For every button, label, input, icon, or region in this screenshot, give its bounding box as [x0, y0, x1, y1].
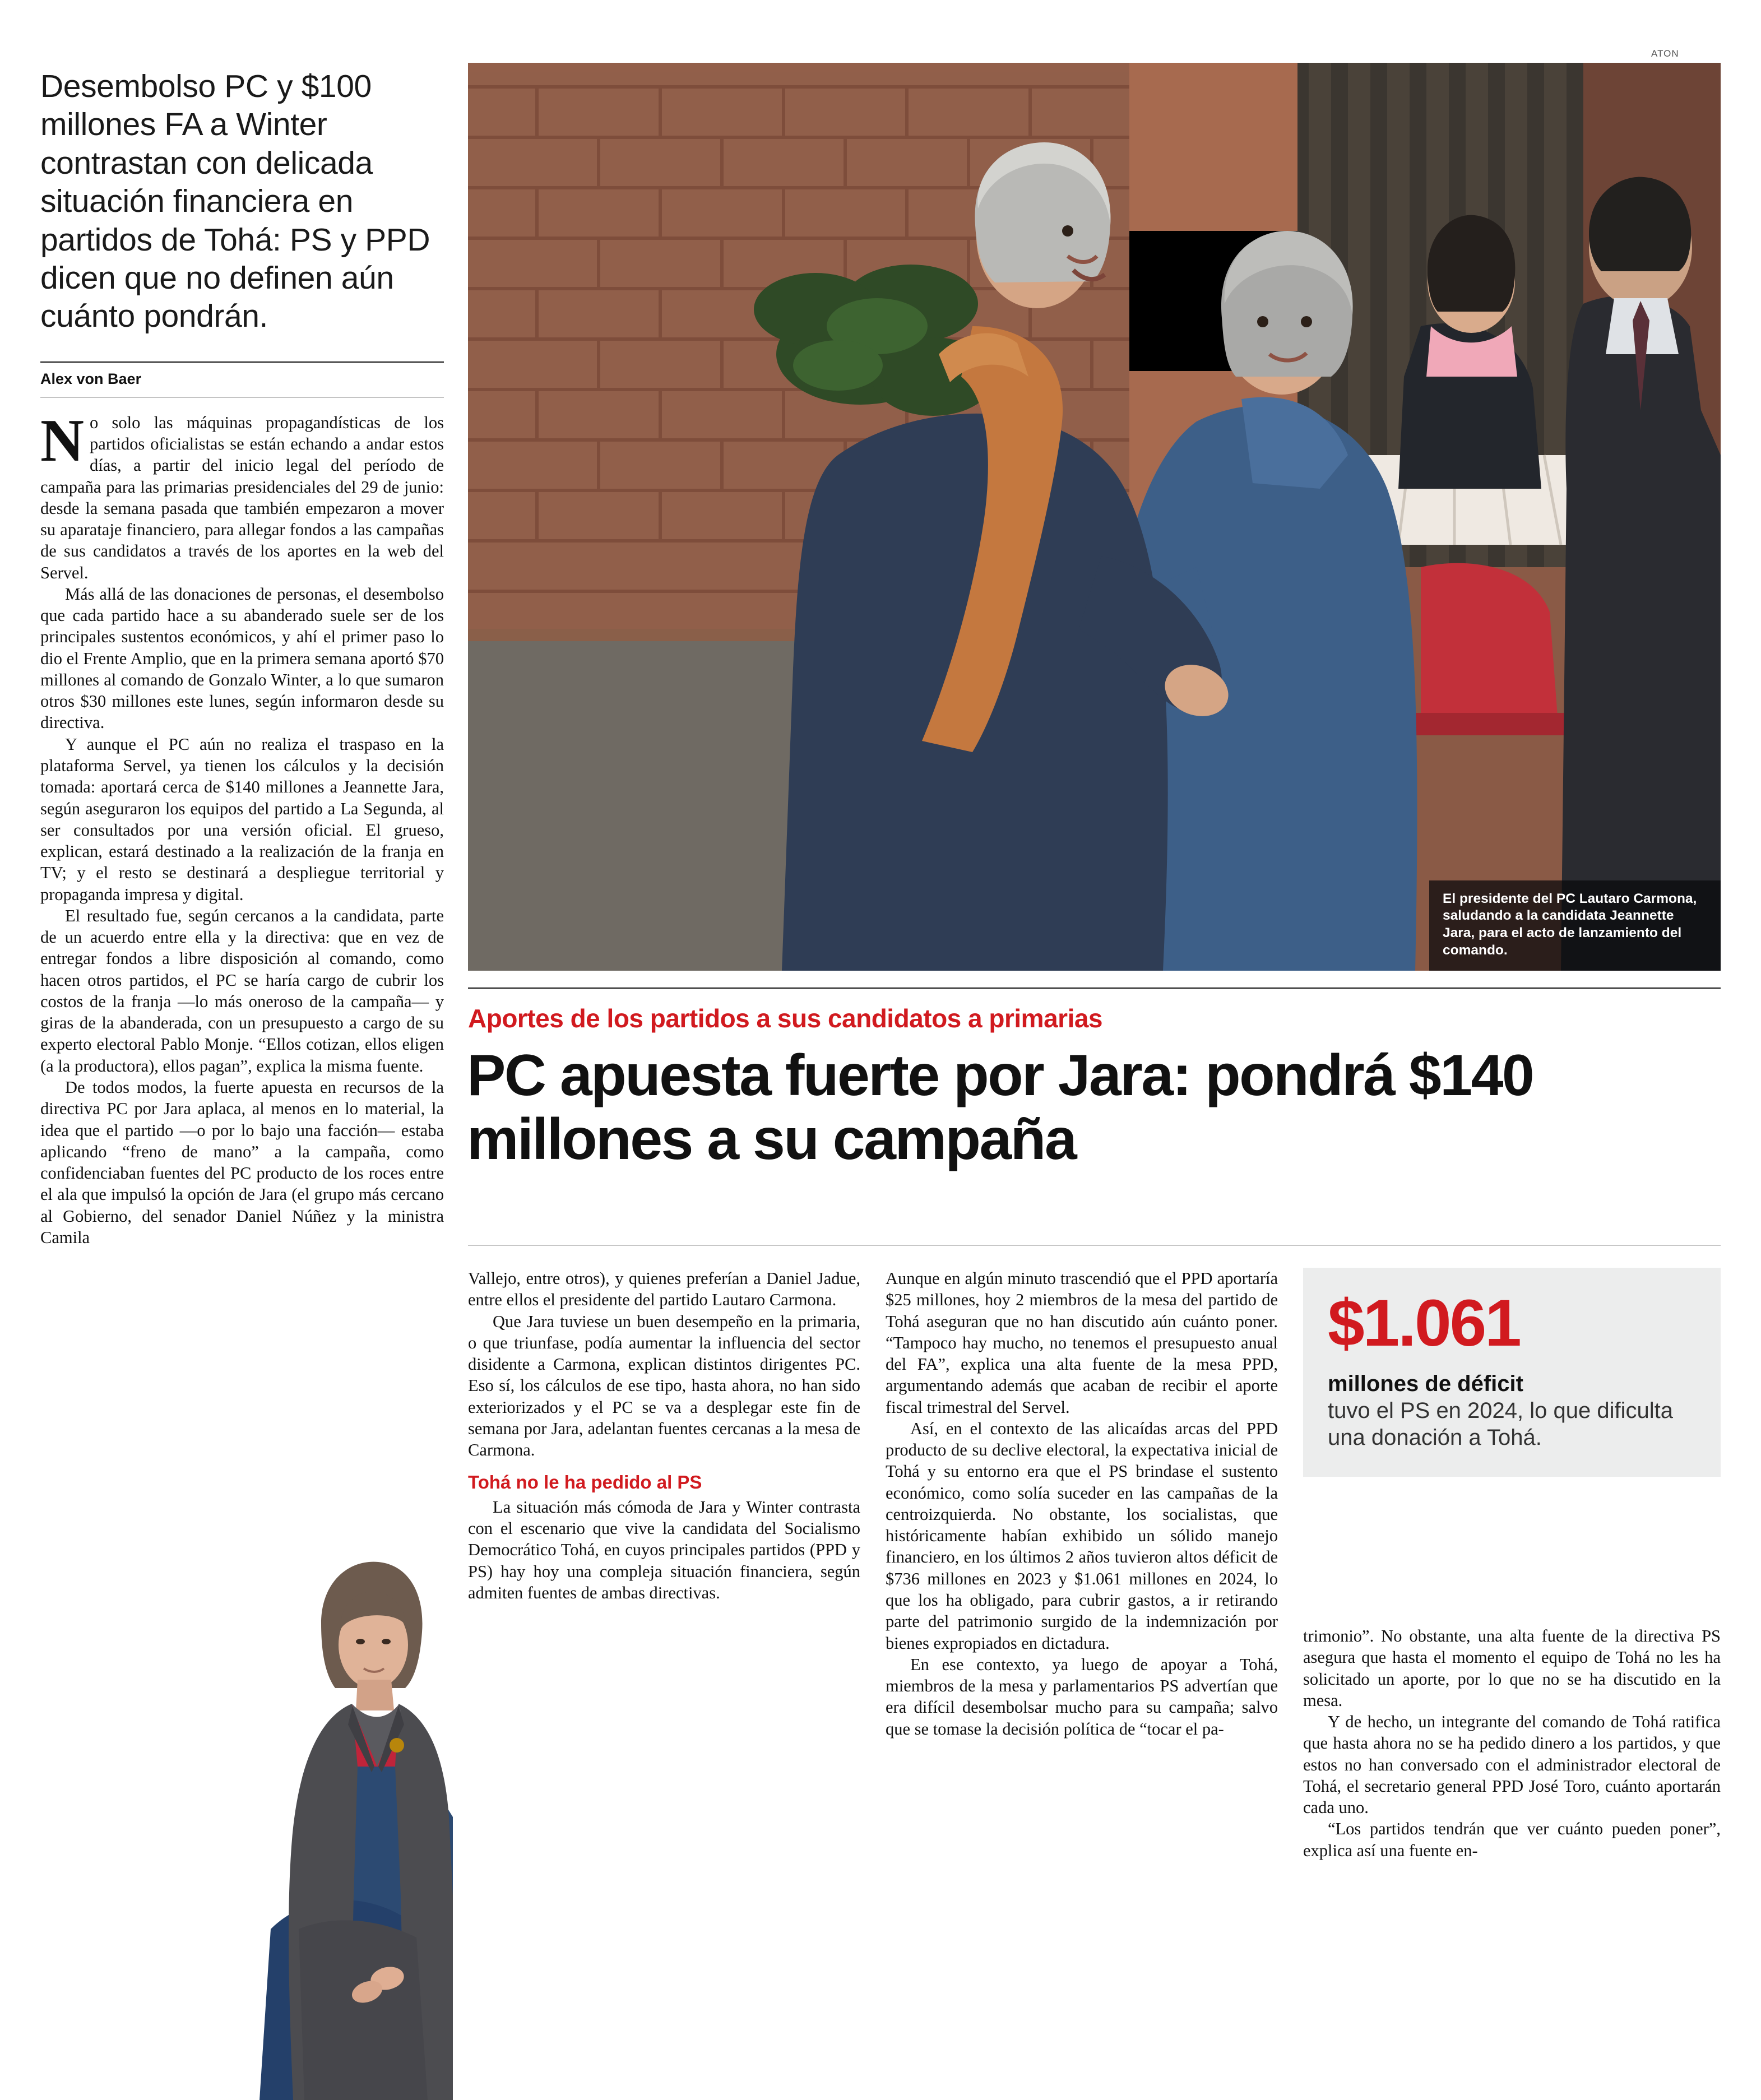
paragraph: En ese contexto, ya luego de apoyar a Tohá, miembros de la mesa y parlamentarios PS advertían que era difícil desembolsar mucho para su campaña; salvo que se tomase la decisión política de “tocar el pa- [886, 1654, 1278, 1739]
photo-caption: El presidente del PC Lautaro Carmona, saludando a la candidata Jeannette Jara, para el acto de lanzamiento del comando. [1429, 880, 1721, 971]
stat-amount: $1.061 [1328, 1286, 1520, 1360]
paragraph: Y de hecho, un integrante del comando de Tohá ratifica que hasta ahora no se ha pedido dinero a los partidos, y que estos no han conversado con el administrador electoral de Tohá, el secretario general PPD José Toro, cuánto aportarán cada uno. [1303, 1712, 1721, 1818]
paragraph: Y aunque el PC aún no realiza el traspaso en la plataforma Servel, ya tienen los cálculos y la decisión tomada: aportará cerca de $140 millones a Jeannette Jara, según aseguraron los equipos del partido a La Segunda, al ser consultados por una versión oficial. El grueso, explican, estará destinado a la realización de la franja en TV; y el resto se destinará a despliegue territorial y propaganda impresa y digital. [40, 734, 444, 904]
left-column [40, 67, 444, 1248]
page-title: PC apuesta fuerte por Jara: pondrá $140 millones a su campaña [467, 1043, 1533, 1172]
photo-carolina-toha-graphic [237, 1503, 453, 2100]
highlight-stat-box [1303, 1268, 1721, 1477]
antetitulo: Aportes de los partidos a sus candidatos a primarias [468, 1004, 1103, 1033]
left-body [40, 407, 444, 1248]
column-4 [1303, 1625, 1721, 1861]
subheading: Tohá no le ha pedido al PS [468, 1472, 702, 1493]
byline: Alex von Baer [40, 370, 142, 387]
main-photo-graphic [468, 63, 1721, 971]
column-3 [886, 1268, 1278, 1740]
byline-rule-top [40, 361, 444, 363]
paragraph: “Los partidos tendrán que ver cuánto pueden poner”, explica así una fuente en- [1303, 1819, 1721, 1860]
photo-carolina-toha [237, 1503, 453, 2100]
rule-under-headline [468, 1245, 1721, 1246]
paragraph: Que Jara tuviese un buen desempeño en la primaria, o que triunfase, podía aumentar la influencia del sector disidente a Carmona, explican distintos dirigentes PC. Eso sí, los cálculos de ese tipo, hasta ahora, no han sido exteriorizados y el PC se va a desplegar este fin de semana por Jara, adelantan fuentes cercanas a la mesa de Carmona. [468, 1311, 860, 1460]
paragraph: Así, en el contexto de las alicaídas arcas del PPD producto de su declive electoral, la expectativa inicial de Tohá y su entorno era que el PS brindase el sustento económico, como solía suceder en las campañas de la centroizquierda. No obstante, los socialistas, que históricamente habían exhibido un sólido manejo financiero, en los últimos 2 años tuvieron altos déficit de $736 millones en 2023 y $1.061 millones en 2024, lo que los ha obligado, para cubrir gastos, a ir retirando parte del patrimonio surgido de la indemnización por bienes expropiados en dictadura. [886, 1418, 1278, 1653]
paragraph: o solo las máquinas propagandísticas de los partidos oficialistas se están echando a andar estos días, a partir del inicio legal del período de campaña para las primarias presidenciales del 29 de junio: desde la semana pasada que también empezaron a mover su aparataje financiero, para allegar fondos a las campañas de sus candidatos a través de los aportes en la web del Servel. [40, 412, 444, 582]
main-photo [468, 63, 1721, 971]
paragraph: De todos modos, la fuerte apuesta en recursos de la directiva PC por Jara aplaca, al menos en lo material, la idea que el partido —o por lo bajo una facción— estaba aplicando “freno de mano” a la campaña, como confidenciaban fuentes del PC producto de los roces entre el ala que impulsó la opción de Jara (el grupo más cercano al Gobierno, del senador Daniel Núñez y la ministra Camila [40, 1077, 444, 1247]
paragraph: Vallejo, entre otros), y quienes preferían a Daniel Jadue, entre ellos el presidente del partido Lautaro Carmona. [468, 1269, 860, 1310]
paragraph: El resultado fue, según cercanos a la candidata, parte de un acuerdo entre ella y la directiva: que en vez de entregar fondos a libre disposición al comando, como hacen otros partidos, el PC se haría cargo de cubrir los costos de la franja —lo más oneroso de la campaña— y giras de la abanderada, con un presupuesto a cargo de su experto electoral Pablo Monje. “Ellos cotizan, ellos eligen (a la productora), ellos pagan”, explica la misma fuente. [40, 906, 444, 1076]
stat-description: tuvo el PS en 2024, lo que dificulta una donación a Tohá. [1328, 1398, 1673, 1450]
rule-under-photo [468, 988, 1721, 989]
photo-credit: ATON [1651, 48, 1679, 59]
stat-label: millones de déficit [1328, 1371, 1523, 1396]
article-summary: Desembolso PC y $100 millones FA a Winter contrastan con delicada situación financiera en partidos de Tohá: PS y PPD dicen que no definen aún cuánto pondrán. [40, 68, 430, 335]
paragraph: La situación más cómoda de Jara y Winter contrasta con el escenario que vive la candidata del Socialismo Democrático Tohá, en cuyos principales partidos (PPD y PS) hay hoy una compleja situación financiera, según admiten fuentes de ambas directivas. [468, 1497, 860, 1602]
column-2 [468, 1268, 860, 1603]
paragraph: Aunque en algún minuto trascendió que el PPD aportaría $25 millones, hoy 2 miembros de la mesa del partido de Tohá aseguran que no han discutido aún cuánto poner. “Tampoco hay mucho, no tenemos el presupuesto anual del FA”, explica una alta fuente de la mesa PPD, argumentando además que acaban de recibir el aporte fiscal trimestral del Servel. [886, 1269, 1278, 1417]
paragraph: Más allá de las donaciones de personas, el desembolso que cada partido hace a su abanderado suele ser de los principales sustentos económicos, y ahí el primer paso lo dio el Frente Amplio, que en la primera semana aportó $70 millones al comando de Gonzalo Winter, a lo que sumaron otros $30 millones este lunes, según informaron desde su directiva. [40, 584, 444, 733]
drop-cap: N [40, 407, 84, 474]
paragraph: trimonio”. No obstante, una alta fuente de la directiva PS asegura que hasta el momento el equipo de Tohá no les ha solicitado un aporte, por lo que no se ha discutido en la mesa. [1303, 1626, 1721, 1710]
